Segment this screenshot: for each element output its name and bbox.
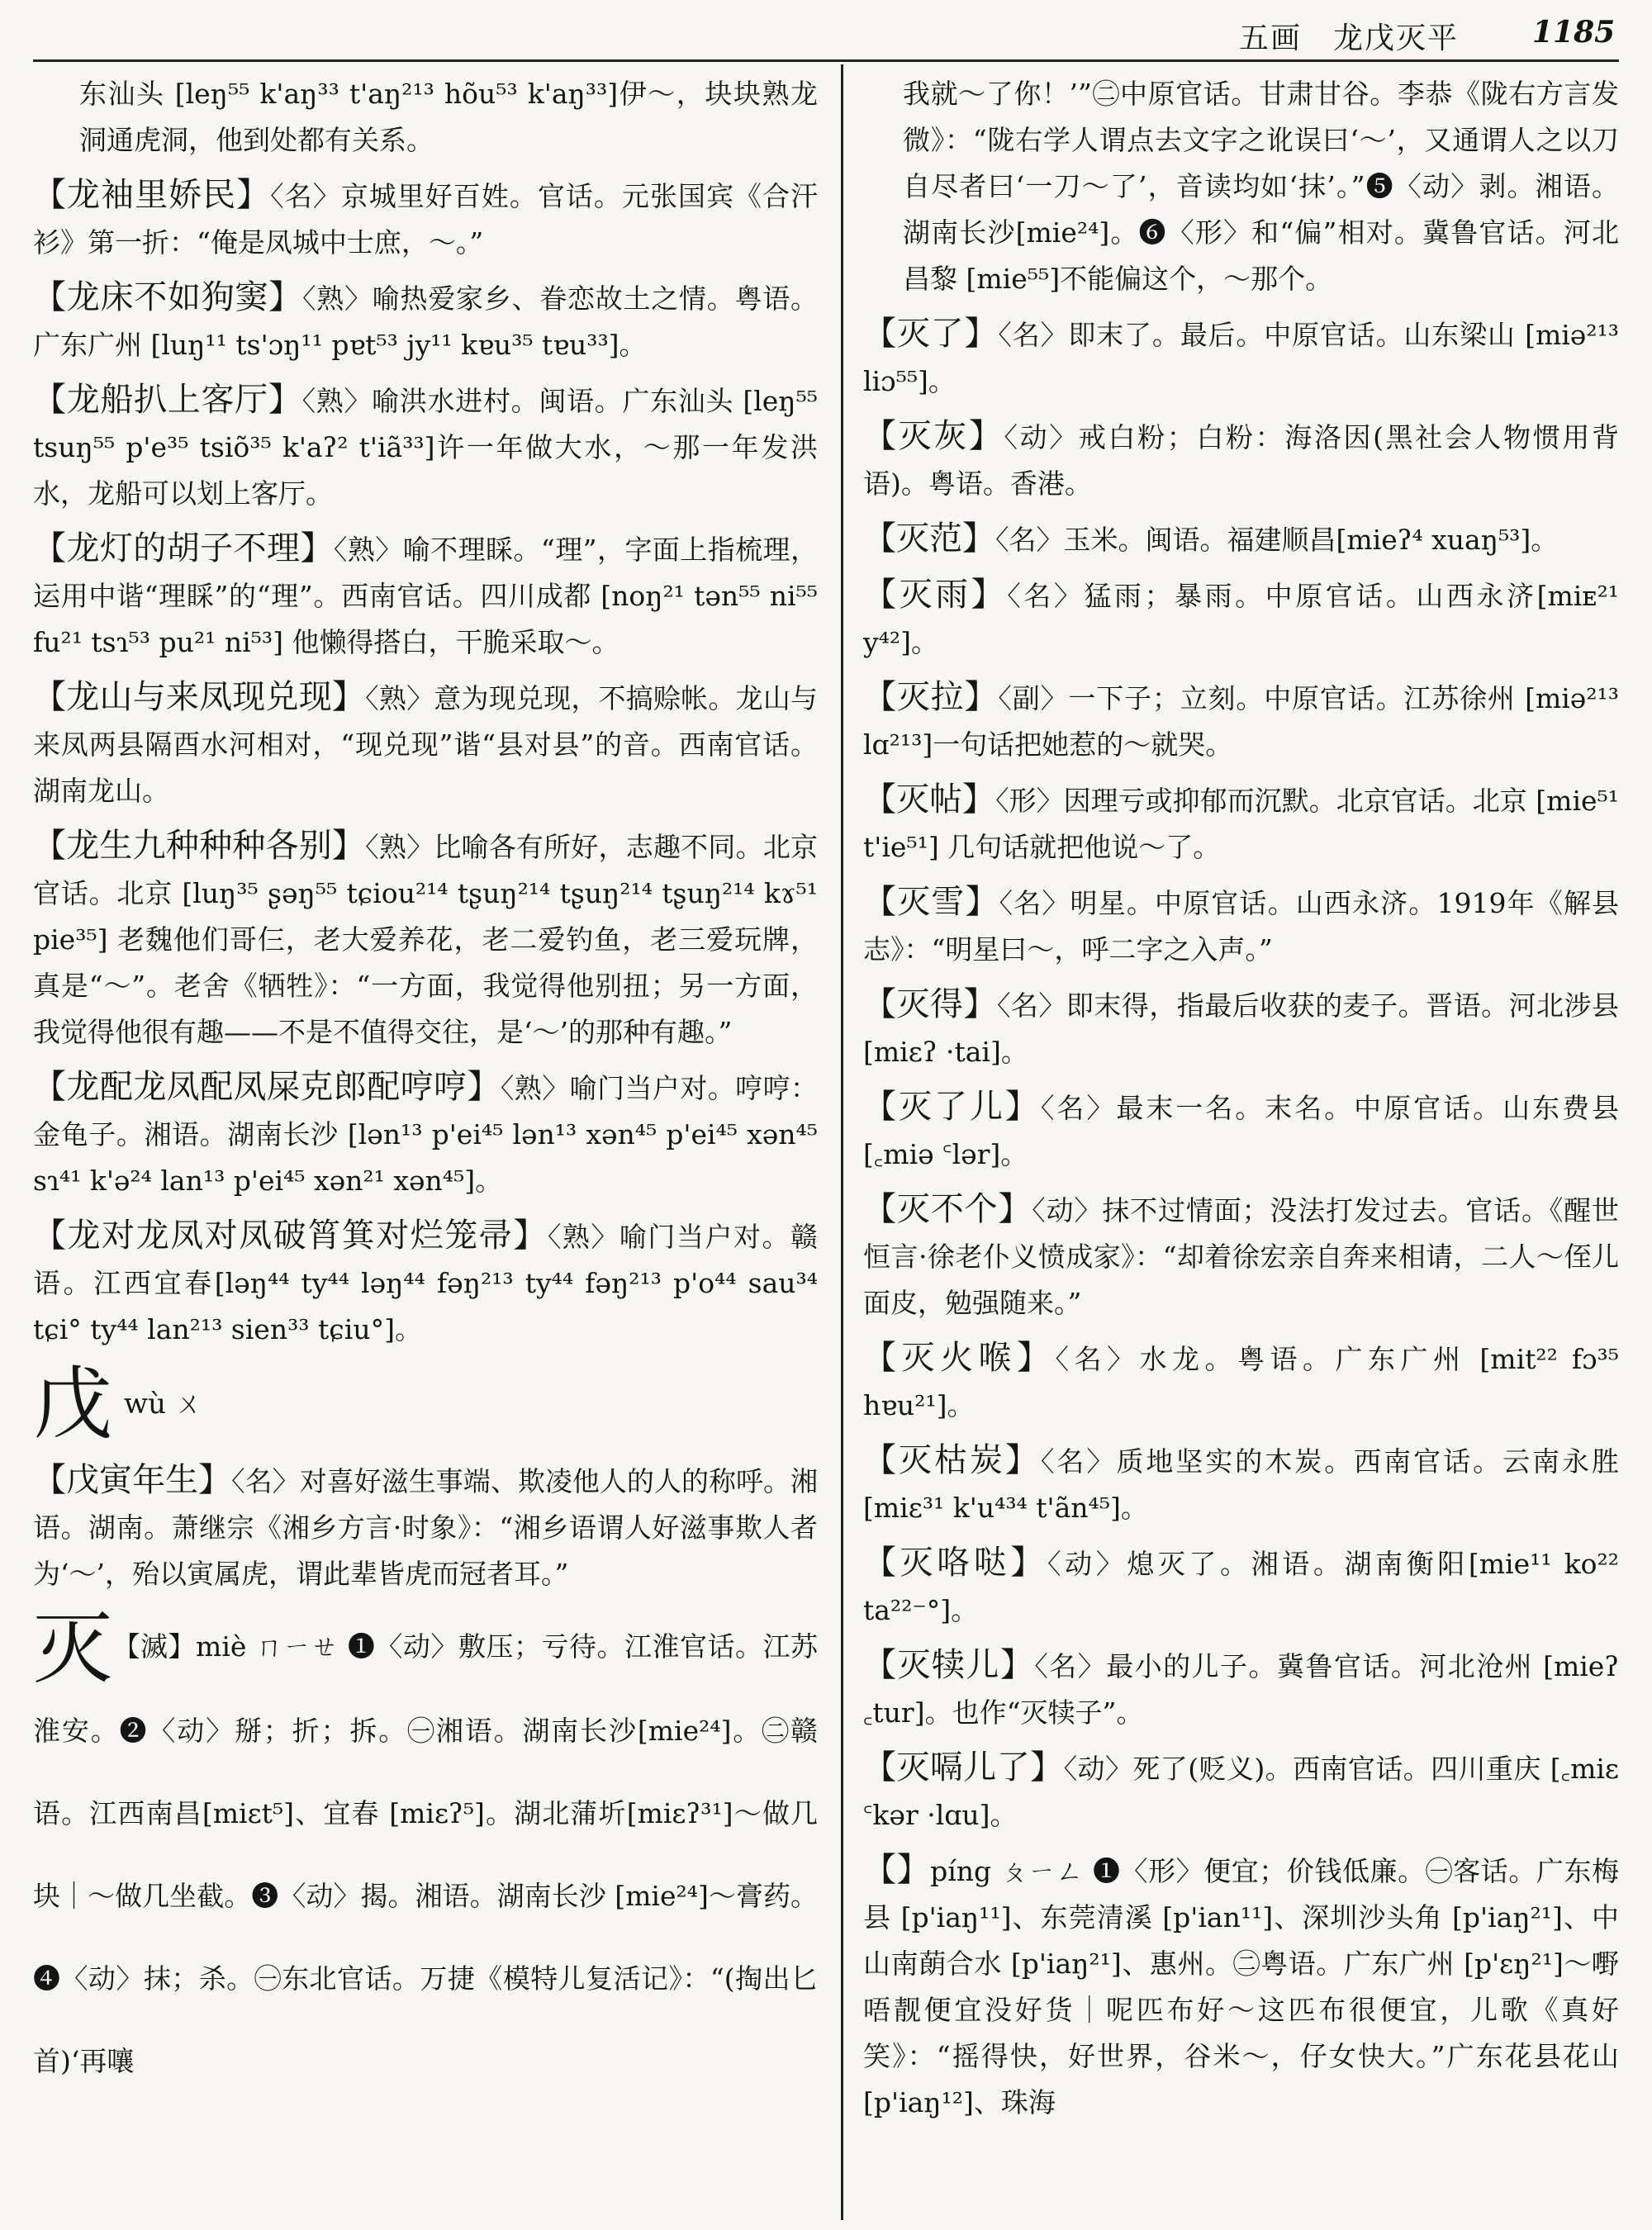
dictionary-entry: 【灭拉】〈副〉一下子；立刻。中原官话。江苏徐州 [miə²¹³ lɑ²¹³]一句话把她惹的～就哭。 xyxy=(863,678,1619,761)
entry-definition: 〈副〉一下子；立刻。中原官话。江苏徐州 [miə²¹³ lɑ²¹³]一句话把她惹的～就哭。 xyxy=(863,682,1619,761)
entry-definition: 〈名〉质地坚实的木炭。西南官话。云南永胜 [miɛ³¹ k'u⁴³⁴ t'ãn⁴⁵]。 xyxy=(863,1445,1619,1524)
entry-headword: 灭火喉 xyxy=(901,1339,1017,1377)
entry-definition: 〈熟〉喻洪水进村。闽语。广东汕头 [leŋ⁵⁵ tsuŋ⁵⁵ p'e³⁵ tsiõ³⁵ k'aʔ² t'iã³³]许一年做大水，～那一年发洪水，龙船可以划上客厅。 xyxy=(33,385,818,510)
dictionary-entry: 【灭咯哒】〈动〉熄灭了。湘语。湖南衡阳[mie¹¹ ko²² ta²²⁻°]。 xyxy=(863,1544,1619,1626)
entry-headword: 龙山与来凤现兑现 xyxy=(66,678,332,716)
entry-headword: 龙船扒上客厅 xyxy=(66,381,268,419)
head-character-block xyxy=(33,1358,818,1450)
entry-definition: 〈名〉玉米。闽语。福建顺昌[mieʔ⁴ xuaŋ⁵³]。 xyxy=(995,524,1559,556)
entry-definition: 〈形〉因理亏或抑郁而沉默。北京官话。北京 [mie⁵¹ t'ie⁵¹] 几句话就把他说～了。 xyxy=(863,785,1619,863)
dictionary-entry: 【灭范】〈名〉玉米。闽语。福建顺昌[mieʔ⁴ xuaŋ⁵³]。 xyxy=(863,520,1559,558)
entry-headword: 灭雪 xyxy=(897,883,966,921)
continuation-text: 我就～了你！’”㊁中原官话。甘肃甘谷。李恭《陇右方言发微》：“陇右学人谓点去文字之讹误曰‘～’，又通谓人之以刀自尽者曰‘一刀～了’，音读均如‘抹’。”❺〈动〉剥。湘语。湖南长沙[mie²⁴]。❻〈形〉和“偏”相对。冀鲁官话。河北昌黎 [mie⁵⁵]不能偏这个，～那个。 xyxy=(903,78,1619,295)
dictionary-entry: 【灭火喉】〈名〉水龙。粤语。广东广州 [mit²² fɔ³⁵ hɐu²¹]。 xyxy=(863,1339,1619,1421)
dictionary-entry: 【灭雨】〈名〉猛雨；暴雨。中原官话。山西永济[miᴇ²¹ y⁴²]。 xyxy=(863,576,1619,658)
dictionary-entry: 【灭雪】〈名〉明星。中原官话。山西永济。1919年《解县志》：“明星曰～，呼二字之入声。” xyxy=(863,883,1619,966)
head-pinyin: wù ㄨ xyxy=(124,1388,203,1421)
dictionary-entry: 【灭了儿】〈名〉最末一名。末名。中原官话。山东费县 [꜀miə ꜂lər]。 xyxy=(863,1088,1619,1170)
entry-headword: 灭了儿 xyxy=(898,1088,1005,1126)
head-character-block xyxy=(33,1602,818,2103)
dictionary-entry: 【龙对龙凤对凤破筲箕对烂笼帚】〈熟〉喻门当户对。赣语。江西宜春[ləŋ⁴⁴ ty⁴⁴ ləŋ⁴⁴ fəŋ²¹³ ty⁴⁴ fəŋ²¹³ p'o⁴⁴ sau³⁴ tɕi° ty⁴⁴ lan²¹³ sien³³ tɕiu°]。 xyxy=(33,1217,818,1345)
entry-definition: 〈动〉抹不过情面；没法打发过去。官话。《醒世恒言·徐老仆义愤成家》：“却着徐宏亲自奔来相请，二人～侄儿面皮，勉强随来。” xyxy=(863,1194,1619,1319)
entry-headword: 龙灯的胡子不理 xyxy=(66,529,301,567)
entry-definition: 〈熟〉喻不理睬。“理”，字面上指梳理，运用中谐“理睬”的“理”。西南官话。四川成都 [noŋ²¹ tən⁵⁵ ni⁵⁵ fu²¹ tsɿ⁵³ pu²¹ ni⁵³] 他懒得搭白，干脆采取～。 xyxy=(33,534,818,658)
dictionary-entry: 【灭嗝儿了】〈动〉死了(贬义)。西南官话。四川重庆 [꜀miɛ ꜂kər ·lɑu]。 xyxy=(863,1748,1619,1831)
entry-definition: 〈熟〉比喻各有所好，志趣不同。北京官话。北京 [luŋ³⁵ ʂəŋ⁵⁵ tɕiou²¹⁴ tʂuŋ²¹⁴ tʂuŋ²¹⁴ tʂuŋ²¹⁴ kɤ⁵¹ pie³⁵] 老魏他们哥仨，老大爱养花，老二爱钓鱼，老三爱玩牌，真是“～”。老舍《牺牲》：“一方面，我觉得他别扭；另一方面，我觉得他很有趣——不是不值得交往，是‘～’的那种有趣。” xyxy=(33,831,818,1048)
entry-definition: 〈动〉熄灭了。湘语。湖南衡阳[mie¹¹ ko²² ta²²⁻°]。 xyxy=(863,1548,1619,1626)
column-divider xyxy=(841,64,843,2220)
entry-definition: 〈名〉即末得，指最后收获的麦子。晋语。河北涉县 [miɛʔ ·tai]。 xyxy=(863,989,1619,1068)
dictionary-entry: 【灭不个】〈动〉抹不过情面；没法打发过去。官话。《醒世恒言·徐老仆义愤成家》：“却着徐宏亲自奔来相请，二人～侄儿面皮，勉强随来。” xyxy=(863,1190,1619,1319)
entry-definition: 〈名〉猛雨；暴雨。中原官话。山西永济[miᴇ²¹ y⁴²]。 xyxy=(863,580,1619,658)
entry-headword: 灭得 xyxy=(896,985,964,1023)
dictionary-entry: 【灭枯炭】〈名〉质地坚实的木炭。西南官话。云南永胜 [miɛ³¹ k'u⁴³⁴ t'ãn⁴⁵]。 xyxy=(863,1441,1619,1524)
entry-definition: 〈名〉水龙。粤语。广东广州 [mit²² fɔ³⁵ hɐu²¹]。 xyxy=(863,1343,1619,1421)
entry-headword: 灭拉 xyxy=(896,678,965,716)
dictionary-entry: 【灭了】〈名〉即末了。最后。中原官话。山东梁山 [miə²¹³ liɔ⁵⁵]。 xyxy=(863,315,1619,397)
entry-definition: 〈名〉最小的儿子。冀鲁官话。河北沧州 [mieʔ ꜀tur]。也作“灭犊子”。 xyxy=(863,1650,1619,1729)
dictionary-entry: 【龙床不如狗窦】〈熟〉喻热爱家乡、眷恋故土之情。粤语。广东广州 [luŋ¹¹ ts'ɔŋ¹¹ pɐt⁵³ jy¹¹ kɐu³⁵ tɐu³³]。 xyxy=(33,278,818,361)
entry-definition: píng ㄆㄧㄥ ❶〈形〉便宜；价钱低廉。㊀客话。广东梅县 [p'iaŋ¹¹]、东莞清溪 [p'ian¹¹]、深圳沙头角 [p'iaŋ²¹]、中山南蓢合水 [p'iaŋ²¹]、惠州。㊁粤语。广东广州 [p'ɛŋ²¹]～嘢唔靓便宜没好货｜呢匹布好～这匹布很便宜，儿歌《真好笑》：“摇得快，好世界，谷米～，仔女快大。”广东花县花山 [p'iaŋ¹²]、珠海 xyxy=(863,1855,1619,2118)
dictionary-entry: 【龙灯的胡子不理】〈熟〉喻不理睬。“理”，字面上指梳理，运用中谐“理睬”的“理”。西南官话。四川成都 [noŋ²¹ tən⁵⁵ ni⁵⁵ fu²¹ tsɿ⁵³ pu²¹ ni⁵³] 他懒得搭白，干脆采取～。 xyxy=(33,529,818,658)
entry-headword: 龙生九种种种各别 xyxy=(66,827,332,865)
entry-headword: 灭犊儿 xyxy=(897,1646,1000,1684)
dictionary-entry: 【灭帖】〈形〉因理亏或抑郁而沉默。北京官话。北京 [mie⁵¹ t'ie⁵¹] 几句话就把他说～了。 xyxy=(863,780,1619,863)
dictionary-entry: 【戊寅年生】〈名〉对喜好滋生事端、欺凌他人的人的称呼。湘语。湖南。萧继宗《湘乡方言·时象》：“湘乡语谓人好滋事欺人者为‘～’，殆以寅属虎，谓此辈皆虎而冠者耳。” xyxy=(33,1461,818,1590)
dictionary-entry: 【灭犊儿】〈名〉最小的儿子。冀鲁官话。河北沧州 [mieʔ ꜀tur]。也作“灭犊子”。 xyxy=(863,1646,1619,1729)
entry-definition: 〈名〉即末了。最后。中原官话。山东梁山 [miə²¹³ liɔ⁵⁵]。 xyxy=(863,319,1619,397)
entry-definition: 〈熟〉喻门当户对。赣语。江西宜春[ləŋ⁴⁴ ty⁴⁴ ləŋ⁴⁴ fəŋ²¹³ ty⁴⁴ fəŋ²¹³ p'o⁴⁴ sau³⁴ tɕi° ty⁴⁴ lan²¹³ sien³³ tɕiu°]。 xyxy=(33,1221,818,1345)
entry-definition: 〈熟〉喻门当户对。哼哼：金龟子。湘语。湖南长沙 [lən¹³ p'ei⁴⁵ lən¹³ xən⁴⁵ p'ei⁴⁵ xən⁴⁵ sɿ⁴¹ k'ə²⁴ lan¹³ p'ei⁴⁵ xən²¹ xən⁴⁵]。 xyxy=(33,1072,818,1197)
dictionary-entry: 【】píng ㄆㄧㄥ ❶〈形〉便宜；价钱低廉。㊀客话。广东梅县 [p'iaŋ¹¹]、东莞清溪 [p'ian¹¹]、深圳沙头角 [p'iaŋ²¹]、中山南蓢合水 [p'iaŋ²¹]、惠州。㊁粤语。广东广州 [p'ɛŋ²¹]～嘢唔靓便宜没好货｜呢匹布好～这匹布很便宜，儿歌《真好笑》：“摇得快，好世界，谷米～，仔女快大。”广东花县花山 [p'iaŋ¹²]、珠海 xyxy=(863,1851,1619,2118)
entry-definition: 〈名〉明星。中原官话。山西永济。1919年《解县志》：“明星曰～，呼二字之入声。” xyxy=(863,887,1619,966)
head-character: 戊 xyxy=(33,1358,112,1450)
entry-headword: 灭雨 xyxy=(899,576,971,614)
entry-headword: 龙袖里娇民 xyxy=(67,176,237,214)
entry-definition: 〈名〉最末一名。末名。中原官话。山东费县 [꜀miə ꜂lər]。 xyxy=(863,1092,1619,1170)
entry-definition: 〈熟〉意为现兑现，不搞赊帐。龙山与来凤两县隔酉水河相对，“现兑现”谐“县对县”的音。西南官话。湖南龙山。 xyxy=(33,682,818,807)
page-header xyxy=(0,0,1652,59)
entry-headword: 灭范 xyxy=(896,520,962,558)
dictionary-entry: 【龙配龙凤配凤屎克郎配哼哼】〈熟〉喻门当户对。哼哼：金龟子。湘语。湖南长沙 [lən¹³ p'ei⁴⁵ lən¹³ xən⁴⁵ p'ei⁴⁵ xən⁴⁵ sɿ⁴¹ k'ə²⁴ lan¹³ p'ei⁴⁵ xən²¹ xən⁴⁵]。 xyxy=(33,1068,818,1197)
entry-headword: 龙配龙凤配凤屎克郎配哼哼 xyxy=(66,1068,468,1106)
left-column xyxy=(33,71,818,2218)
entry-definition: 〈熟〉喻热爱家乡、眷恋故土之情。粤语。广东广州 [luŋ¹¹ ts'ɔŋ¹¹ pɐt⁵³ jy¹¹ kɐu³⁵ tɐu³³]。 xyxy=(33,282,818,361)
dictionary-entry: 【灭灰】〈动〉戒白粉；白粉：海洛因(黑社会人物惯用背语)。粤语。香港。 xyxy=(863,417,1619,500)
entry-definition: 〈动〉死了(贬义)。西南官话。四川重庆 [꜀miɛ ꜂kər ·lɑu]。 xyxy=(863,1753,1619,1831)
entry-headword: 龙对龙凤对凤破筲箕对烂笼帚 xyxy=(67,1217,514,1255)
entry-headword: 灭了 xyxy=(896,315,965,353)
dictionary-entry: 【灭得】〈名〉即末得，指最后收获的麦子。晋语。河北涉县 [miɛʔ ·tai]。 xyxy=(863,985,1619,1068)
entry-definition: 〈动〉戒白粉；白粉：海洛因(黑社会人物惯用背语)。粤语。香港。 xyxy=(863,421,1619,500)
dictionary-entry: 【龙船扒上客厅】〈熟〉喻洪水进村。闽语。广东汕头 [leŋ⁵⁵ tsuŋ⁵⁵ p'e³⁵ tsiõ³⁵ k'aʔ² t'iã³³]许一年做大水，～那一年发洪水，龙船可以划上客厅。 xyxy=(33,381,818,510)
dictionary-entry: 【龙山与来凤现兑现】〈熟〉意为现兑现，不搞赊帐。龙山与来凤两县隔酉水河相对，“现兑现”谐“县对县”的音。西南官话。湖南龙山。 xyxy=(33,678,818,807)
header-rule xyxy=(33,59,1619,62)
dictionary-entry: 【龙生九种种种各别】〈熟〉比喻各有所好，志趣不同。北京官话。北京 [luŋ³⁵ ʂəŋ⁵⁵ tɕiou²¹⁴ tʂuŋ²¹⁴ tʂuŋ²¹⁴ tʂuŋ²¹⁴ kɤ⁵¹ pie³⁵] 老魏他们哥仨，老大爱养花，老二爱钓鱼，老三爱玩牌，真是“～”。老舍《牺牲》：“一方面，我觉得他别扭；另一方面，我觉得他很有趣——不是不值得交往，是‘～’的那种有趣。” xyxy=(33,827,818,1048)
entry-headword: 灭不个 xyxy=(896,1190,999,1228)
entry-headword: 灭咯哒 xyxy=(900,1544,1011,1582)
entry-headword: 灭帖 xyxy=(896,780,963,818)
continuation-text: 东汕头 [leŋ⁵⁵ k'aŋ³³ t'aŋ²¹³ hõu⁵³ k'aŋ³³]伊～，块块熟龙洞通虎洞，他到处都有关系。 xyxy=(79,78,818,156)
entry-definition: 〈名〉京城里好百姓。官话。元张国宾《合汗衫》第一折：“俺是凤城中士庶，～。” xyxy=(33,180,818,259)
entry-definition: 〈名〉对喜好滋生事端、欺凌他人的人的称呼。湘语。湖南。萧继宗《湘乡方言·时象》：“湘乡语谓人好滋事欺人者为‘～’，殆以寅属虎，谓此辈皆虎而冠者耳。” xyxy=(33,1465,818,1590)
entry-headword: 灭嗝儿了 xyxy=(896,1748,1031,1786)
entry-headword: 戊寅年生 xyxy=(66,1461,199,1499)
dictionary-entry: 【龙袖里娇民】〈名〉京城里好百姓。官话。元张国宾《合汗衫》第一折：“俺是凤城中士庶，～。” xyxy=(33,176,818,259)
head-definition: 【滅】miè ㄇㄧㄝ ❶〈动〉敷压；亏待。江淮官话。江苏淮安。❷〈动〉掰；折；拆。㊀湘语。湖南长沙[mie²⁴]。㊁赣语。江西南昌[miɛt⁵]、宜春 [miɛʔ⁵]。湖北蒲圻[miɛʔ³¹]～做几块｜～做几坐截。❸〈动〉揭。湘语。湖南长沙 [mie²⁴]～膏药。❹〈动〉抹；杀。㊀东北官话。万捷《模特儿复活记》：“(掏出匕首)‘再嚷 xyxy=(33,1630,818,2077)
page-number: 1185 xyxy=(1532,15,1616,50)
section-title: 五画 龙戊灭平 xyxy=(1239,21,1460,55)
entry-headword: 龙床不如狗窦 xyxy=(66,278,269,316)
right-column xyxy=(863,71,1619,2218)
entry-headword: 灭灰 xyxy=(898,417,969,455)
entry-headword: 灭枯炭 xyxy=(898,1441,1005,1479)
head-character: 灭 xyxy=(33,1602,113,1695)
